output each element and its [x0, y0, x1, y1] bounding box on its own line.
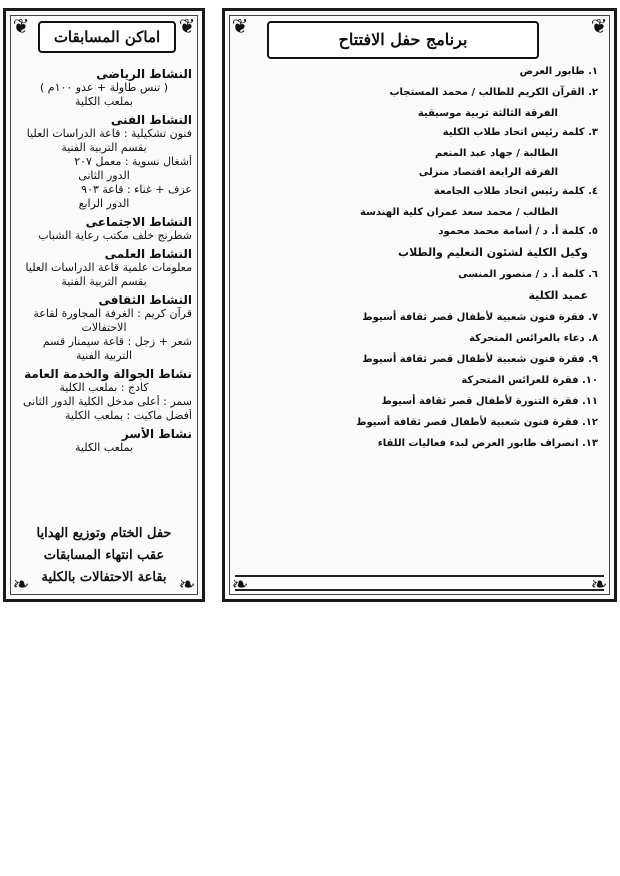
- program-subline: الطالب / محمد سعد عمران كلية الهندسة: [360, 207, 558, 218]
- section-heading: نشاط الأسر: [121, 427, 192, 441]
- section-heading: النشاط الثقافى: [98, 293, 192, 307]
- venue-line: بقسم التربية الفنية: [61, 141, 147, 154]
- venue-line: شطرنج خلف مكتب رعاية الشباب: [38, 229, 192, 242]
- closing-ceremony-note: [12, 523, 196, 589]
- venue-line: كادج : بملعب الكلية: [59, 381, 149, 394]
- ornament-icon: ❧: [590, 572, 608, 596]
- section-heading: النشاط الاجتماعى: [85, 215, 192, 229]
- program-item: ١٠. فقرة للعرائس المتحركة: [461, 375, 598, 386]
- venue-line: شعر + زجل : قاعة سيمنار قسم: [42, 335, 192, 348]
- venue-line: ( تنس طاولة + عدو ١٠٠م ): [39, 81, 169, 94]
- program-subline: الفرقة الرابعة اقتصاد منزلى: [418, 167, 558, 178]
- competition-venues-panel: [3, 8, 205, 602]
- venue-line: أشغال نسوية : معمل ٢٠٧: [74, 155, 192, 168]
- program-item: ٥. كلمة أ. د / أسامة محمد محمود: [438, 226, 598, 237]
- venue-line: أفضل ماكيت : بملعب الكلية: [65, 409, 192, 422]
- program-title: برنامج حفل الافتتاح: [267, 21, 539, 59]
- program-subline: الفرقة الثالثة تربية موسيقية: [417, 108, 558, 119]
- section-heading: نشاط الجوالة والخدمة العامة: [24, 367, 192, 381]
- program-list: [241, 65, 598, 458]
- ornament-icon: ❧: [231, 572, 249, 596]
- ornament-icon: ❦: [590, 14, 608, 38]
- section-heading: النشاط الرياضى: [96, 67, 192, 81]
- program-item: ٩. فقرة فنون شعبية لأطفال قصر ثقافة أسيوط: [362, 354, 598, 365]
- speaker-title: عميد الكلية: [528, 289, 588, 302]
- ornament-icon: ❧: [178, 572, 196, 596]
- ornament-icon: ❦: [12, 14, 30, 38]
- program-item: ٤. كلمة رئيس اتحاد طلاب الجامعة: [433, 186, 598, 197]
- venues-list: [16, 63, 192, 455]
- program-item: ٢. القرآن الكريم للطالب / محمد المستجاب: [389, 87, 598, 98]
- venue-line: بملعب الكلية: [74, 95, 133, 108]
- program-item: ١٣. انصراف طابور العرض لبدء فعاليات اللقاء: [377, 438, 598, 449]
- speaker-title: وكيل الكلية لشئون التعليم والطلاب: [398, 246, 588, 259]
- program-item: ١٢. فقرة فنون شعبية لأطفال قصر ثقافة أسيوط: [356, 417, 598, 428]
- venue-line: الدور الرابع: [78, 197, 130, 210]
- venue-line: قرآن كريم : الغرفة المجاورة لقاعة: [33, 307, 192, 320]
- ornament-icon: ❧: [12, 572, 30, 596]
- venue-line: التربية الفنية: [75, 349, 133, 362]
- venue-line: بقسم التربية الفنية: [61, 275, 147, 288]
- venue-line: سمر : أعلى مدخل الكلية الدور الثانى: [22, 395, 192, 408]
- venue-line: بملعب الكلية: [74, 441, 133, 454]
- program-item: ١١. فقرة التنورة لأطفال قصر ثقافة أسيوط: [381, 396, 598, 407]
- ornament-icon: ❦: [231, 14, 249, 38]
- ornament-icon: ❦: [178, 14, 196, 38]
- opening-program-panel: [222, 8, 617, 602]
- venue-line: فنون تشكيلية : قاعة الدراسات العليا: [26, 127, 192, 140]
- decorative-border: [235, 575, 604, 591]
- section-heading: النشاط العلمى: [104, 247, 192, 261]
- program-item: ١. طابور العرض: [519, 66, 598, 77]
- program-item: ٣. كلمة رئيس اتحاد طلاب الكلية: [442, 127, 598, 138]
- venue-line: عزف + غناء : قاعة ٩٠٣: [81, 183, 192, 196]
- program-item: ٨. دعاء بالعرائس المتحركة: [469, 333, 598, 344]
- section-heading: النشاط الفنى: [110, 113, 192, 127]
- venue-line: الدور الثانى: [78, 169, 130, 182]
- venue-line: معلومات علمية قاعة الدراسات العليا: [25, 261, 192, 274]
- venues-title: اماكن المسابقات: [38, 21, 176, 53]
- closing-line: حفل الختام وتوزيع الهدايا: [36, 526, 172, 541]
- program-item: ٧. فقرة فنون شعبية لأطفال قصر ثقافة أسيوط: [362, 312, 598, 323]
- program-item: ٦. كلمة أ. د / منصور المنسى: [458, 269, 598, 280]
- venue-line: الاحتفالات: [81, 321, 127, 334]
- closing-line: بقاعة الاحتفالات بالكلية: [41, 570, 167, 585]
- program-subline: الطالبة / جهاد عبد المنعم: [435, 148, 558, 159]
- closing-line: عقب انتهاء المسابقات: [43, 548, 165, 563]
